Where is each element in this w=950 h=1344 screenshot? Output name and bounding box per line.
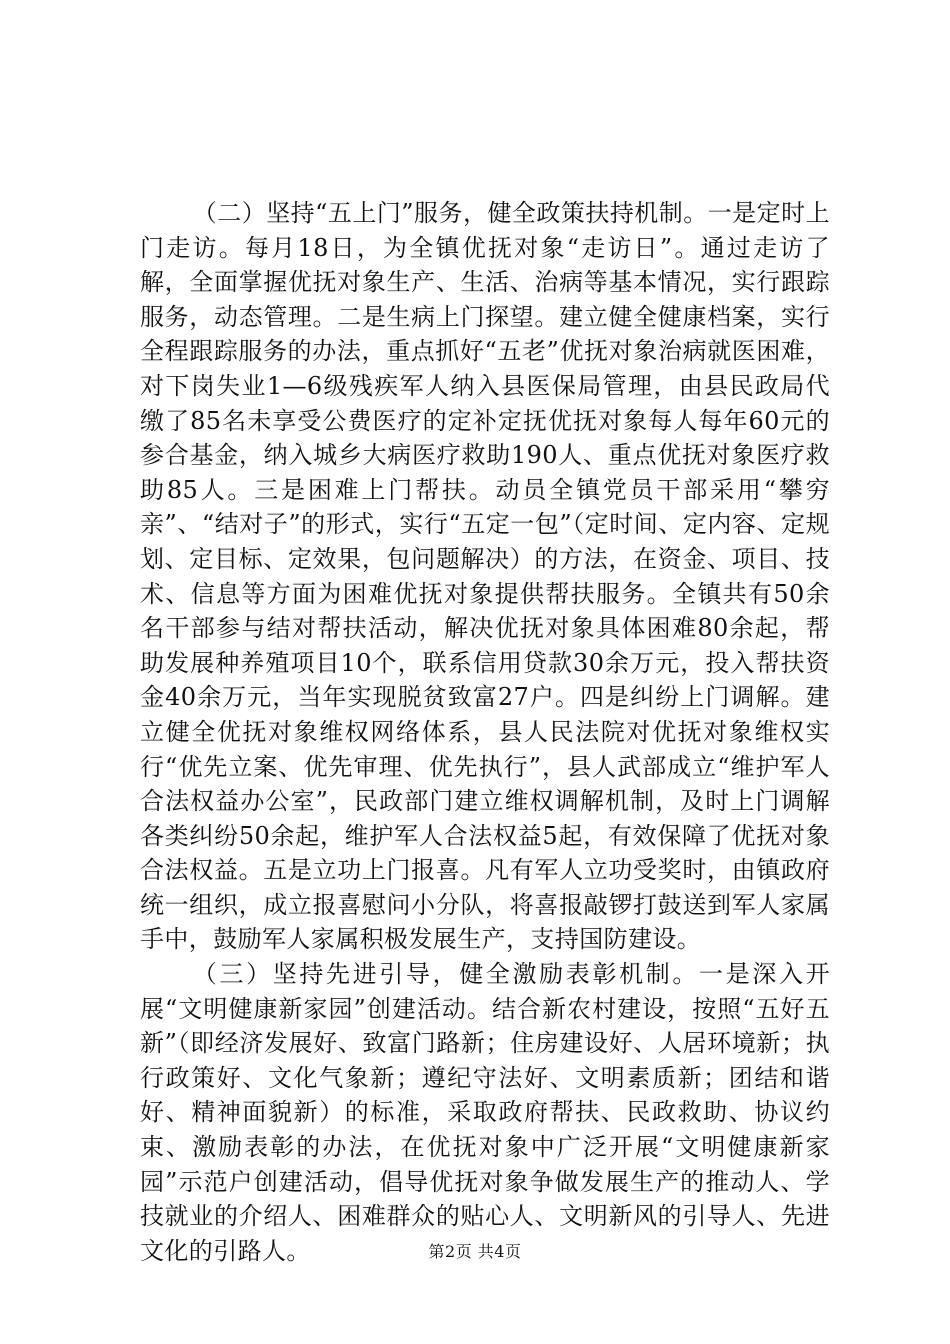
- paragraph-section-3: （三）坚持先进引导，健全激励表彰机制。一是深入开展“文明健康新家园”创建活动。结合新农村建设，按照“五好五新”（即经济发展好、致富门路新；住房建设好、人居环境新；执行政策好、文化气象新；遵纪守法好、文明素质新；团结和谐好、精神面貌新）的标准，采取政府帮扶、民政救助、协议约束、激励表彰的办法，在优抚对象中广泛开展“文明健康新家园”示范户创建活动，倡导优抚对象争做发展生产的推动人、学技就业的介绍人、困难群众的贴心人、文明新风的引导人、先进文化的引路人。: [140, 960, 830, 1265]
- page-number-label: 第2页 共4页: [428, 1242, 522, 1261]
- page-footer: [0, 1240, 950, 1264]
- paragraph-section-2: （二）坚持“五上门”服务，健全政策扶持机制。一是定时上门走访。每月18日，为全镇优抚对象“走访日”。通过走访了解，全面掌握优抚对象生产、生活、治病等基本情况，实行跟踪服务，动态管理。二是生病上门探望。建立健全健康档案，实行全程跟踪服务的办法，重点抓好“五老”优抚对象治病就医困难，对下岗失业1—6级残疾军人纳入县医保局管理，由县民政局代缴了85名未享受公费医疗的定补定抚优抚对象每人每年60元的参合基金，纳入城乡大病医疗救助190人、重点优抚对象医疗救助85人。三是困难上门帮扶。动员全镇党员干部采用“攀穷亲”、“结对子”的形式，实行“五定一包”（定时间、定内容、定规划、定目标、定效果，包问题解决）的方法，在资金、项目、技术、信息等方面为困难优抚对象提供帮扶服务。全镇共有50余名干部参与结对帮扶活动，解决优抚对象具体困难80余起，帮助发展种养殖项目10个，联系信用贷款30余万元，投入帮扶资金40余万元，当年实现脱贫致富27户。四是纠纷上门调解。建立健全优抚对象维权网络体系，县人民法院对优抚对象维权实行“优先立案、优先审理、优先执行”，县人武部成立“维护军人合法权益办公室”，民政部门建立维权调解机制，及时上门调解各类纠纷50余起，维护军人合法权益5起，有效保障了优抚对象合法权益。五是立功上门报喜。凡有军人立功受奖时，由镇政府统一组织，成立报喜慰问小分队，将喜报敲锣打鼓送到军人家属手中，鼓励军人家属积极发展生产，支持国防建设。: [140, 199, 830, 954]
- document-body: [140, 196, 830, 1268]
